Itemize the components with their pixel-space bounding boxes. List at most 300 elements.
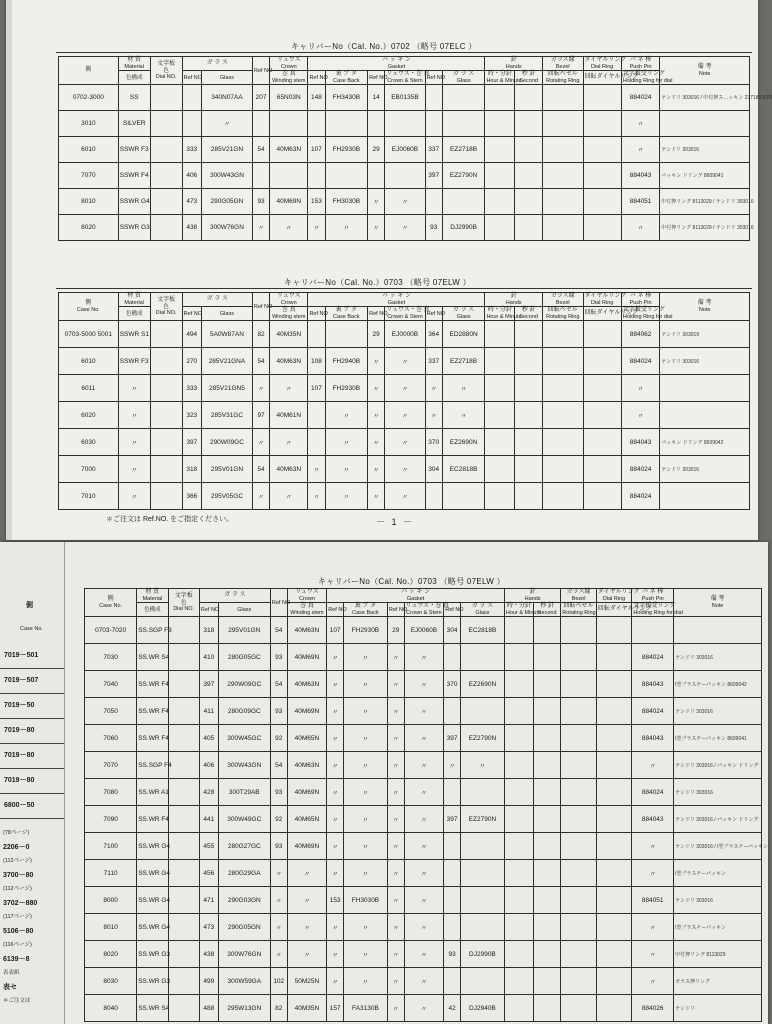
table-row	[59, 163, 750, 189]
cell-stem: 〃	[385, 402, 426, 429]
col-note: 備 考 Note	[674, 589, 762, 617]
cell-note	[660, 483, 750, 510]
col-stem-ref: Ref NO	[387, 603, 404, 617]
cell-sref: 〃	[387, 725, 404, 752]
cell-sec	[534, 833, 561, 860]
table-row	[85, 752, 762, 779]
left-crop-case-number: 7019－80	[4, 727, 35, 734]
cell-bref: 〃	[308, 215, 325, 241]
cell-hm	[504, 806, 533, 833]
cell-bezel	[561, 941, 597, 968]
table-row	[85, 995, 762, 1022]
cell-gref: 405	[199, 725, 218, 752]
cell-hm	[504, 995, 533, 1022]
cell-dr	[596, 833, 632, 860]
cell-sref: 〃	[387, 887, 404, 914]
cell-bezel	[561, 887, 597, 914]
col-glass-name: Glass	[201, 307, 252, 321]
left-crop-case-number: 7019－80	[4, 777, 35, 784]
cell-cref: 102	[270, 968, 287, 995]
cell-dial	[168, 779, 199, 806]
cell-bref: 〃	[327, 833, 344, 860]
cell-crown: 40M63N	[270, 456, 308, 483]
cell-hm	[485, 215, 515, 241]
left-crop-rule	[0, 743, 64, 744]
cell-dr	[583, 375, 621, 402]
cell-gref: 499	[199, 968, 218, 995]
parts-table-0702	[58, 56, 772, 241]
cell-stem: 〃	[404, 671, 444, 698]
cell-mat: SS.WR A1	[137, 779, 168, 806]
cell-sref: 14	[368, 85, 385, 111]
cell-bezel	[543, 85, 584, 111]
col-dial: 文字板 色 Dial NO.	[150, 293, 182, 321]
cell-mat: SSWR F4	[118, 163, 150, 189]
col-crown-stem: リュウズ・巻 真 Crown & Stem	[405, 603, 449, 617]
cell-bezel	[543, 375, 584, 402]
left-crop-rule	[0, 793, 64, 794]
cell-glref: 42	[444, 995, 461, 1022]
cell-crown: 40M63N	[287, 671, 327, 698]
cell-glg: 〃	[460, 752, 504, 779]
cell-crown: 〃	[270, 215, 308, 241]
table-row	[59, 456, 750, 483]
cell-sec	[515, 402, 543, 429]
cell-cref: 〃	[270, 941, 287, 968]
cell-back: FH3030B	[343, 887, 387, 914]
left-crop-note: (112ページ)	[3, 886, 32, 892]
cell-mat: SILVER	[118, 111, 150, 137]
cell-cref: 〃	[253, 215, 270, 241]
cell-hm	[504, 968, 533, 995]
cell-cref: 〃	[253, 429, 270, 456]
left-crop-rule	[0, 818, 64, 819]
cell-glref: 370	[425, 429, 442, 456]
cell-gref	[182, 85, 201, 111]
left-crop-case-number: 7019－80	[4, 752, 35, 759]
cell-glref: 337	[425, 137, 442, 163]
cell-stem: 〃	[404, 806, 444, 833]
previous-page-edge	[0, 542, 65, 1024]
cell-dr	[583, 456, 621, 483]
cell-bezel	[561, 995, 597, 1022]
col-rot-dial: 回転ダイヤルリング	[583, 307, 621, 321]
cell-dr	[583, 85, 621, 111]
cell-dial	[168, 617, 199, 644]
col-rot-dial: 回転ダイヤルリング	[596, 603, 632, 617]
cell-back: 〃	[325, 429, 368, 456]
col-winding: 巻 真 Winding stem	[287, 603, 327, 617]
cell-dr	[596, 860, 632, 887]
col-glass-name: Glass	[201, 71, 252, 85]
cell-stem: 〃	[404, 779, 444, 806]
cell-glref	[425, 189, 442, 215]
cell-sec	[534, 914, 561, 941]
cell-glg	[442, 85, 485, 111]
cell-glass: 300W45GC	[218, 725, 270, 752]
cell-note: テンドリ 303016 / 中付押ス…ッキン 2371803059	[660, 85, 750, 111]
cell-note: テンドリ 303016	[660, 456, 750, 483]
cell-crown: 40M35N	[287, 995, 327, 1022]
cell-glref: 304	[444, 617, 461, 644]
cell-stem: 〃	[404, 968, 444, 995]
cell-sec	[515, 189, 543, 215]
cell-crown: 40M63N	[287, 617, 327, 644]
cell-mat: SSWR S1	[118, 321, 150, 348]
cell-gref: 406	[199, 752, 218, 779]
cell-sref: 〃	[387, 806, 404, 833]
cell-back: FH2930B	[325, 137, 368, 163]
cell-glg: EC2818B	[460, 617, 504, 644]
cell-glass: 290W09GC	[218, 671, 270, 698]
table-row	[59, 137, 750, 163]
cell-sref: 29	[368, 321, 385, 348]
cell-dr	[596, 725, 632, 752]
cell-hm	[485, 163, 515, 189]
cell-glref: 93	[444, 941, 461, 968]
cell-glg: DJ2990B	[460, 941, 504, 968]
cell-mat: 〃	[118, 483, 150, 510]
cell-note	[660, 375, 750, 402]
cell-glg	[460, 833, 504, 860]
col-glassg-ref: Ref NO	[425, 71, 442, 85]
cell-gref: 397	[199, 671, 218, 698]
cell-glg: DJ2990B	[442, 215, 485, 241]
cell-note: テンドリ 303016 / パッキン ドリング	[674, 806, 762, 833]
caliber-title-0703: キャリバーNo（Cal. No.）0703 （略号 07ELW ）	[284, 278, 471, 287]
col-material-sub: 色構成	[137, 603, 168, 617]
col-push-pin: バ ネ 棒 Push Pin	[632, 589, 674, 603]
table-row	[85, 941, 762, 968]
cell-bezel	[561, 914, 597, 941]
cell-dr	[596, 671, 632, 698]
cell-gref: 410	[199, 644, 218, 671]
cell-sec	[515, 321, 543, 348]
cell-mat: 〃	[118, 456, 150, 483]
cell-mat: SSWR F3	[118, 137, 150, 163]
cell-bref	[308, 321, 325, 348]
left-crop-note: 5106－80	[3, 928, 34, 935]
cell-glg: EZ2718B	[442, 348, 485, 375]
cell-gref: 473	[199, 914, 218, 941]
cell-cref: 92	[270, 806, 287, 833]
cell-sec	[515, 348, 543, 375]
cell-hm	[504, 671, 533, 698]
cell-cref: 54	[270, 671, 287, 698]
table-row	[85, 806, 762, 833]
col-note: 備 考 Note	[660, 57, 750, 85]
cell-glref	[425, 483, 442, 510]
left-crop-note: (112ページ)	[3, 858, 32, 864]
col-glass-name: Glass	[218, 603, 270, 617]
col-crown-stem: リュウズ・巻 真 Crown & Stem	[386, 307, 430, 321]
cell-pin: 884024	[621, 348, 659, 375]
cell-glref	[425, 111, 442, 137]
cell-glg	[460, 968, 504, 995]
cell-case: 8000	[85, 887, 137, 914]
cell-stem: 〃	[404, 941, 444, 968]
cell-mat: SS	[118, 85, 150, 111]
cell-back: 〃	[343, 752, 387, 779]
left-crop-note: 表表紙	[3, 970, 20, 976]
col-material: 材 質 Material	[137, 589, 168, 603]
col-crown: リュウズ Crown	[270, 293, 308, 307]
cell-note: 中付押リング 8113029 / テンドリ 303016	[660, 189, 750, 215]
cell-bref	[308, 163, 325, 189]
cell-dr	[583, 429, 621, 456]
cell-sref: 〃	[368, 483, 385, 510]
cell-bref: 〃	[327, 779, 344, 806]
cell-dial	[168, 941, 199, 968]
cell-sref: 〃	[387, 860, 404, 887]
cell-sref: 29	[387, 617, 404, 644]
cell-dr	[583, 111, 621, 137]
cell-sec	[534, 860, 561, 887]
cell-gref: 438	[199, 941, 218, 968]
left-crop-rule	[0, 693, 64, 694]
section-rule	[56, 288, 752, 289]
cell-glg: EZ2690N	[442, 429, 485, 456]
cell-crown: 40M69N	[287, 833, 327, 860]
cell-note: I型プラスチーパッキン 8609042	[674, 671, 762, 698]
cell-glg	[460, 644, 504, 671]
cell-glass: 300T29AB	[218, 779, 270, 806]
cell-pin: 〃	[621, 111, 659, 137]
left-crop-subheader: Case No.	[20, 626, 43, 632]
cell-back: FH3430B	[325, 85, 368, 111]
cell-sref: 〃	[368, 215, 385, 241]
cell-crown: 〃	[270, 483, 308, 510]
col-glass: ガ ラ ス	[182, 57, 252, 71]
cell-mat: SSWR F3	[118, 348, 150, 375]
cell-glref	[444, 887, 461, 914]
cell-dr	[596, 644, 632, 671]
col-glass-gasket: ガ ラ ス Glass	[460, 603, 504, 617]
cell-pin: 884043	[621, 429, 659, 456]
cell-stem: 〃	[385, 215, 426, 241]
cell-hm	[485, 321, 515, 348]
cell-dial	[150, 189, 182, 215]
cell-bref: 〃	[327, 968, 344, 995]
cell-stem: 〃	[385, 456, 426, 483]
order-footnote: ＊ご注文は Ref.NO. をご指定ください。	[106, 516, 234, 523]
left-crop-note: (117ページ)	[3, 914, 32, 920]
cell-pin: 〃	[632, 833, 674, 860]
cell-bezel	[543, 189, 584, 215]
cell-bezel	[561, 725, 597, 752]
cell-bezel	[561, 644, 597, 671]
col-hands: 針 Hands	[504, 589, 560, 603]
col-hands: 針 Hands	[485, 293, 543, 307]
col-glass: ガ ラ ス	[199, 589, 270, 603]
cell-glass: 295V05GC	[201, 483, 252, 510]
cell-back: 〃	[343, 914, 387, 941]
col-hour-min: 時・分針 Hour & Minute	[486, 307, 522, 321]
table-body	[85, 617, 768, 1022]
cell-cref: 54	[253, 348, 270, 375]
cell-dial	[168, 752, 199, 779]
parts-table-0703-continued	[84, 588, 768, 1022]
cell-glg: 〃	[442, 375, 485, 402]
cell-pin: 884051	[621, 189, 659, 215]
cell-hm	[504, 779, 533, 806]
col-gasket: パ ッ キ ン Gasket	[327, 589, 505, 603]
cell-gref: 473	[182, 189, 201, 215]
col-bezel: ガラス縁 Bezel	[543, 57, 584, 71]
cell-dr	[596, 779, 632, 806]
col-glass-ref: Ref NO	[199, 603, 218, 617]
cell-pin: 884026	[632, 995, 674, 1022]
cell-note: テンドリ 303016	[674, 698, 762, 725]
cell-gref: 366	[182, 483, 201, 510]
col-case-back: 裏 ブ タ Case Back	[325, 71, 368, 85]
cell-cref: 〃	[270, 860, 287, 887]
cell-glref: 〃	[444, 752, 461, 779]
cell-hm	[504, 698, 533, 725]
cell-dial	[150, 321, 182, 348]
col-crown: リュウズ Crown	[270, 57, 308, 71]
table-row	[59, 85, 750, 111]
cell-back: FH2930B	[325, 375, 368, 402]
cell-bezel	[543, 483, 584, 510]
col-rot-bezel: 回転ベゼル Rotating Ring	[543, 71, 584, 85]
cell-glref: 397	[425, 163, 442, 189]
cell-note: テンドリ	[674, 995, 762, 1022]
cell-back	[325, 163, 368, 189]
cell-bref: 〃	[327, 860, 344, 887]
cell-gref: 441	[199, 806, 218, 833]
cell-mat: SS.WR F4	[137, 698, 168, 725]
col-ref: Ref NO	[253, 293, 270, 321]
cell-case: 7090	[85, 806, 137, 833]
cell-glref	[444, 968, 461, 995]
cell-hm	[485, 189, 515, 215]
cell-sref: 〃	[387, 995, 404, 1022]
cell-case: 7100	[85, 833, 137, 860]
cell-case: 6011	[59, 375, 119, 402]
cell-pin: 〃	[621, 215, 659, 241]
cell-note: テンドリ 303016	[660, 137, 750, 163]
cell-pin: 〃	[632, 968, 674, 995]
cell-bref: 〃	[308, 483, 325, 510]
cell-back: 〃	[343, 968, 387, 995]
cell-glref	[444, 833, 461, 860]
cell-cref: 207	[253, 85, 270, 111]
cell-hm	[504, 914, 533, 941]
cell-pin: 〃	[621, 402, 659, 429]
cell-glass: 300W76GN	[218, 941, 270, 968]
cell-dial	[168, 995, 199, 1022]
cell-crown: 40M69N	[287, 644, 327, 671]
cell-cref: 〃	[270, 914, 287, 941]
cell-glg: EZ2790N	[442, 163, 485, 189]
cell-glg	[460, 860, 504, 887]
cell-bref	[308, 402, 325, 429]
cell-crown: 40M69N	[270, 189, 308, 215]
cell-case: 8030	[85, 968, 137, 995]
cell-pin: 884043	[632, 806, 674, 833]
cell-stem: 〃	[385, 375, 426, 402]
cell-sec	[534, 968, 561, 995]
cell-glass: 285V21GN	[201, 137, 252, 163]
cell-glass: 285V31GC	[201, 402, 252, 429]
cell-mat: 〃	[118, 375, 150, 402]
cell-crown: 40M61N	[270, 402, 308, 429]
col-second: 秒 針 Second	[515, 307, 543, 321]
cell-glref: 397	[444, 806, 461, 833]
cell-gref: 397	[182, 429, 201, 456]
cell-bezel	[543, 163, 584, 189]
cell-glg: DJ2940B	[460, 995, 504, 1022]
cell-dr	[596, 752, 632, 779]
cell-bref	[308, 111, 325, 137]
col-dial-ring: ダイヤルリング Dial Ring	[597, 589, 640, 602]
cell-cref: 82	[270, 995, 287, 1022]
left-crop-header: 側	[26, 602, 33, 609]
cell-hm	[485, 402, 515, 429]
cell-crown: 65N03N	[270, 85, 308, 111]
left-crop-note: 表セ	[3, 984, 17, 991]
table-row	[85, 698, 762, 725]
cell-glref: 93	[425, 215, 442, 241]
cell-bref: 107	[308, 375, 325, 402]
cell-sref: 〃	[387, 941, 404, 968]
col-second: 秒 針 Second	[534, 603, 561, 617]
cell-case: 7080	[85, 779, 137, 806]
table-row	[59, 111, 750, 137]
cell-note: テンドリ 303019	[660, 321, 750, 348]
cell-glg: EZ2718B	[442, 137, 485, 163]
left-crop-note: ＊ご注文は	[3, 998, 31, 1004]
cell-dial	[168, 887, 199, 914]
cell-pin: 884043	[632, 671, 674, 698]
cell-crown: 40M63N	[287, 752, 327, 779]
cell-dial	[150, 85, 182, 111]
cell-dial	[150, 163, 182, 189]
cell-glass: 295V01GN	[201, 456, 252, 483]
cell-gref	[182, 111, 201, 137]
cell-hm	[485, 456, 515, 483]
left-crop-rule	[0, 768, 64, 769]
cell-case: 6010	[59, 137, 119, 163]
table-row	[85, 644, 762, 671]
cell-dr	[596, 806, 632, 833]
cell-gref: 333	[182, 375, 201, 402]
cell-bref: 107	[308, 137, 325, 163]
cell-glg: EZ2790N	[460, 806, 504, 833]
cell-back: 〃	[325, 456, 368, 483]
cell-glass: 280G09GC	[218, 698, 270, 725]
cell-sref: 〃	[387, 779, 404, 806]
cell-mat: SS.WR G4	[137, 860, 168, 887]
col-winding: 巻 真 Winding stem	[270, 71, 308, 85]
cell-gref: 333	[182, 137, 201, 163]
cell-dr	[596, 995, 632, 1022]
cell-sref: 〃	[387, 644, 404, 671]
cell-crown: 40M63N	[270, 137, 308, 163]
cell-stem: 〃	[404, 887, 444, 914]
cell-crown: 50M25N	[287, 968, 327, 995]
cell-glref: 364	[425, 321, 442, 348]
cell-dial	[168, 644, 199, 671]
cell-gref: 406	[182, 163, 201, 189]
cell-stem: 〃	[404, 644, 444, 671]
col-push-pin: バ ネ 棒 Push Pin	[621, 293, 659, 307]
cell-dr	[596, 617, 632, 644]
cell-stem: 〃	[385, 348, 426, 375]
cell-cref: 93	[253, 189, 270, 215]
cell-bezel	[543, 456, 584, 483]
